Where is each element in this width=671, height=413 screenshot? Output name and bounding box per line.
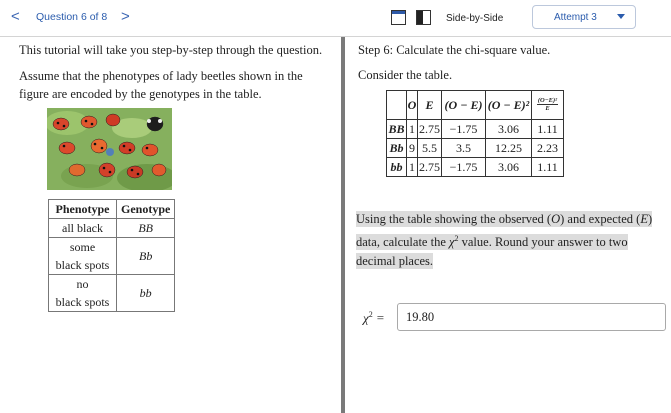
chi-exponent: 2 xyxy=(454,234,459,243)
attempt-label: Attempt 3 xyxy=(554,12,597,23)
layout-label: Side-by-Side xyxy=(446,13,504,24)
table-header: (O − E)² xyxy=(486,91,532,120)
ratio-cell: 2.23 xyxy=(532,139,564,158)
genotype-cell: BB xyxy=(387,120,407,139)
phenotype-line: black spots xyxy=(55,295,110,309)
instruction-text: value. Round your answer to two decimal places. xyxy=(356,235,628,269)
chi-symbol: χ xyxy=(363,310,369,326)
expected-symbol: E xyxy=(640,212,648,226)
observed-cell: 1 xyxy=(407,158,418,177)
chi-exponent: 2 xyxy=(368,310,373,319)
table-row xyxy=(49,238,175,275)
attempt-dropdown[interactable] xyxy=(532,5,636,29)
table-row xyxy=(387,158,564,177)
phenotype-genotype-table xyxy=(48,199,175,312)
table-row xyxy=(387,120,564,139)
squared-cell: 3.06 xyxy=(486,120,532,139)
instruction-text: Using the table showing the observed ( xyxy=(356,212,552,226)
assumption-text: Assume that the phenotypes of lady beetles shown in the figure are encoded by the genotypes in the table. xyxy=(19,69,303,101)
tutorial-intro-text: This tutorial will take you step-by-step through the question. xyxy=(19,43,323,57)
table-header: O xyxy=(407,91,418,120)
observed-cell: 9 xyxy=(407,139,418,158)
question-instructions xyxy=(356,210,668,271)
fraction-denominator: E xyxy=(545,104,550,112)
phenotype-line: black spots xyxy=(55,258,110,272)
ratio-cell: 1.11 xyxy=(532,158,564,177)
fraction-numerator: (O−E)² xyxy=(537,96,558,104)
chi-square-table xyxy=(386,90,564,177)
table-header: E xyxy=(418,91,442,120)
instruction-text: ) data, calculate the xyxy=(356,212,653,250)
ratio-cell: 1.11 xyxy=(532,120,564,139)
consider-text: Consider the table. xyxy=(358,68,453,82)
chi-square-answer-input[interactable] xyxy=(397,303,666,331)
genotype-cell: Bb xyxy=(117,238,175,275)
expected-cell: 5.5 xyxy=(418,139,442,158)
genotype-cell: bb xyxy=(117,275,175,312)
chi-symbol: χ xyxy=(449,235,455,250)
observed-symbol: O xyxy=(551,212,561,226)
table-header: Phenotype xyxy=(49,200,117,219)
table-row xyxy=(49,219,175,238)
genotype-cell: bb xyxy=(387,158,407,177)
observed-cell: 1 xyxy=(407,120,418,139)
phenotype-line: some xyxy=(69,240,96,254)
pane-splitter[interactable] xyxy=(341,37,345,413)
phenotype-line: no xyxy=(76,277,89,291)
single-pane-layout-icon[interactable] xyxy=(391,10,406,25)
genotype-cell: BB xyxy=(117,219,175,238)
squared-cell: 12.25 xyxy=(486,139,532,158)
step-title: Step 6: Calculate the chi-square value. xyxy=(358,43,551,57)
difference-cell: −1.75 xyxy=(442,158,486,177)
phenotype-cell xyxy=(49,275,117,312)
equals-sign: = xyxy=(376,310,385,326)
phenotype-cell: all black xyxy=(49,219,117,238)
table-row xyxy=(387,139,564,158)
top-toolbar xyxy=(0,0,671,36)
expected-cell: 2.75 xyxy=(418,158,442,177)
toolbar-divider xyxy=(0,36,671,37)
squared-cell: 3.06 xyxy=(486,158,532,177)
instruction-text: ) and expected ( xyxy=(560,212,641,226)
table-header: Genotype xyxy=(117,200,175,219)
difference-cell: 3.5 xyxy=(442,139,486,158)
answer-label xyxy=(363,310,384,326)
previous-question-button[interactable]: < xyxy=(11,8,20,25)
expected-cell: 2.75 xyxy=(418,120,442,139)
next-question-button[interactable]: > xyxy=(121,8,130,25)
genotype-cell: Bb xyxy=(387,139,407,158)
chevron-down-icon xyxy=(617,14,625,19)
lady-beetles-image xyxy=(47,108,172,190)
question-counter: Question 6 of 8 xyxy=(36,11,108,23)
table-header-empty xyxy=(387,91,407,120)
phenotype-cell xyxy=(49,238,117,275)
table-row xyxy=(49,275,175,312)
difference-cell: −1.75 xyxy=(442,120,486,139)
table-header-fraction xyxy=(532,91,564,120)
table-header: (O − E) xyxy=(442,91,486,120)
side-by-side-layout-icon[interactable] xyxy=(416,10,431,25)
